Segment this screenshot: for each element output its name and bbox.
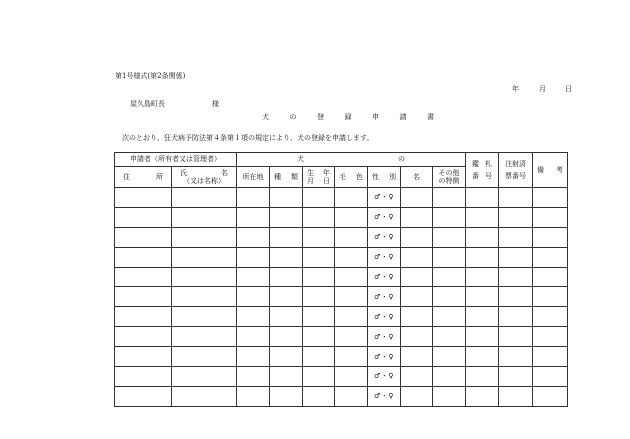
breed-char: 類	[291, 172, 298, 181]
dog-name-cell[interactable]	[401, 327, 433, 347]
coat-color-cell[interactable]	[335, 347, 368, 367]
color-char: 色	[356, 172, 363, 181]
location-cell[interactable]	[237, 188, 270, 208]
injection-number-cell[interactable]	[499, 327, 533, 347]
form-number: 第1号様式(第2条関係)	[115, 72, 186, 80]
registration-table	[114, 152, 568, 407]
color-char: 毛	[339, 172, 346, 181]
table-row	[115, 386, 568, 406]
name-cell[interactable]	[172, 207, 237, 227]
location-cell[interactable]	[237, 267, 270, 287]
dog-name-cell[interactable]	[401, 307, 433, 327]
document-title	[262, 114, 434, 121]
injection-number-cell[interactable]	[499, 367, 533, 387]
features-cell[interactable]	[433, 188, 466, 208]
birthdate-cell[interactable]	[303, 307, 335, 327]
location-cell[interactable]	[237, 367, 270, 387]
breed-cell[interactable]	[270, 287, 303, 307]
address-cell[interactable]	[115, 307, 172, 327]
table-row	[115, 307, 568, 327]
birthdate-cell[interactable]	[303, 227, 335, 247]
name-cell[interactable]	[172, 287, 237, 307]
remarks-cell[interactable]	[533, 188, 568, 208]
name-cell[interactable]	[172, 307, 237, 327]
name-cell[interactable]	[172, 188, 237, 208]
address-cell[interactable]	[115, 386, 172, 406]
injection-number-cell[interactable]	[499, 347, 533, 367]
remarks-cell[interactable]	[533, 367, 568, 387]
dog-name-cell[interactable]	[401, 347, 433, 367]
remarks-cell[interactable]	[533, 207, 568, 227]
address-cell[interactable]	[115, 347, 172, 367]
sex-char: 別	[389, 172, 396, 181]
features-cell[interactable]	[433, 227, 466, 247]
coat-color-cell[interactable]	[335, 247, 368, 267]
coat-color-cell[interactable]	[335, 207, 368, 227]
features-cell[interactable]	[433, 307, 466, 327]
injection-number-header	[499, 153, 533, 188]
location-cell[interactable]	[237, 207, 270, 227]
injection-number-cell[interactable]	[499, 227, 533, 247]
coat-color-cell[interactable]	[335, 227, 368, 247]
location-header: 所在地	[237, 167, 270, 188]
remarks-cell[interactable]	[533, 307, 568, 327]
tag-char: 札	[485, 159, 493, 168]
injection-number-cell[interactable]	[499, 386, 533, 406]
remarks-cell[interactable]	[533, 267, 568, 287]
dog-name-cell[interactable]	[401, 287, 433, 307]
date-day-label: 日	[565, 85, 572, 93]
dog-header-char: の	[398, 155, 406, 164]
coat-color-cell[interactable]	[335, 367, 368, 387]
injection-number-cell[interactable]	[499, 247, 533, 267]
dog-header	[237, 153, 466, 167]
breed-cell[interactable]	[270, 307, 303, 327]
birth-char: 日	[323, 177, 330, 185]
injection-line2: 票番号	[505, 172, 527, 180]
sex-mark: ♂・♀	[374, 372, 394, 381]
remarks-cell[interactable]	[533, 247, 568, 267]
dog-name-cell[interactable]	[401, 386, 433, 406]
birthdate-cell[interactable]	[303, 207, 335, 227]
features-cell[interactable]	[433, 207, 466, 227]
sex-cell	[368, 307, 401, 327]
dog-name-cell[interactable]	[401, 207, 433, 227]
sex-mark: ♂・♀	[374, 272, 394, 281]
remarks-char: 考	[556, 165, 564, 174]
address-cell[interactable]	[115, 207, 172, 227]
dog-header-char: 犬	[297, 155, 304, 164]
name-cell[interactable]	[172, 327, 237, 347]
breed-header	[270, 167, 303, 188]
tag-number-cell[interactable]	[466, 207, 499, 227]
address-cell[interactable]	[115, 227, 172, 247]
title-char: 録	[344, 113, 352, 121]
dog-name-cell[interactable]	[401, 227, 433, 247]
breed-cell[interactable]	[270, 227, 303, 247]
birthdate-header	[303, 167, 335, 188]
date-month-label: 月	[539, 85, 546, 93]
table-row	[115, 247, 568, 267]
address-header	[115, 167, 172, 188]
birth-char: 年	[323, 168, 330, 177]
remarks-char: 備	[537, 165, 545, 174]
name-cell[interactable]	[172, 367, 237, 387]
tag-number-cell[interactable]	[466, 327, 499, 347]
breed-cell[interactable]	[270, 188, 303, 208]
tag-number-cell[interactable]	[466, 247, 499, 267]
sex-mark: ♂・♀	[374, 253, 394, 262]
sex-cell	[368, 287, 401, 307]
address-char: 住	[123, 172, 130, 181]
sex-mark: ♂・♀	[374, 392, 394, 401]
applicant-header: 申請者（所有者又は管理者）	[115, 153, 237, 167]
title-char: の	[289, 113, 297, 121]
remarks-cell[interactable]	[533, 386, 568, 406]
title-char: 登	[317, 113, 324, 121]
birthdate-cell[interactable]	[303, 367, 335, 387]
sex-cell	[368, 347, 401, 367]
address-cell[interactable]	[115, 287, 172, 307]
location-cell[interactable]	[237, 307, 270, 327]
birthdate-cell[interactable]	[303, 247, 335, 267]
birth-char: 月	[307, 177, 314, 185]
sex-cell	[368, 227, 401, 247]
address-cell[interactable]	[115, 327, 172, 347]
name-cell[interactable]	[172, 247, 237, 267]
name-cell[interactable]	[172, 386, 237, 406]
features-cell[interactable]	[433, 247, 466, 267]
address-char: 所	[156, 172, 163, 181]
coat-color-cell[interactable]	[335, 188, 368, 208]
coat-color-cell[interactable]	[335, 307, 368, 327]
sex-mark: ♂・♀	[374, 233, 394, 242]
breed-cell[interactable]	[270, 207, 303, 227]
addressee-name: 屋久島町長	[130, 100, 165, 108]
sex-mark: ♂・♀	[374, 332, 394, 341]
coat-color-cell[interactable]	[335, 386, 368, 406]
sex-mark: ♂・♀	[374, 193, 394, 202]
name-header	[172, 167, 237, 188]
address-cell[interactable]	[115, 267, 172, 287]
features-header	[433, 167, 466, 188]
injection-number-cell[interactable]	[499, 267, 533, 287]
date-year-label: 年	[512, 85, 519, 93]
tag-char: 号	[485, 172, 493, 180]
addressee-honorific: 様	[212, 100, 219, 108]
coat-color-header	[335, 167, 368, 188]
features-cell[interactable]	[433, 287, 466, 307]
table-row	[115, 347, 568, 367]
injection-number-cell[interactable]	[499, 287, 533, 307]
tag-number-cell[interactable]	[466, 267, 499, 287]
coat-color-cell[interactable]	[335, 327, 368, 347]
sex-cell	[368, 188, 401, 208]
table-row	[115, 207, 568, 227]
dog-name-cell[interactable]	[401, 247, 433, 267]
tag-number-cell[interactable]	[466, 287, 499, 307]
injection-number-cell[interactable]	[499, 188, 533, 208]
breed-cell[interactable]	[270, 267, 303, 287]
table-row	[115, 267, 568, 287]
tag-number-header	[466, 153, 499, 188]
birth-char: 生	[307, 168, 314, 177]
sex-mark: ♂・♀	[374, 213, 394, 222]
features-cell[interactable]	[433, 267, 466, 287]
name-cell[interactable]	[172, 267, 237, 287]
dog-name-cell[interactable]	[401, 367, 433, 387]
birthdate-cell[interactable]	[303, 188, 335, 208]
remarks-cell[interactable]	[533, 327, 568, 347]
dog-name-cell[interactable]	[401, 267, 433, 287]
features-cell[interactable]	[433, 347, 466, 367]
features-cell[interactable]	[433, 327, 466, 347]
table-row	[115, 367, 568, 387]
location-cell[interactable]	[237, 247, 270, 267]
injection-number-cell[interactable]	[499, 307, 533, 327]
title-char: 請	[399, 113, 407, 121]
sex-char: 性	[372, 172, 379, 181]
title-char: 書	[427, 113, 434, 121]
features-cell[interactable]	[433, 386, 466, 406]
tag-number-cell[interactable]	[466, 386, 499, 406]
sex-cell	[368, 386, 401, 406]
name-cell[interactable]	[172, 227, 237, 247]
title-char: 犬	[262, 113, 269, 121]
name-char: 名	[221, 168, 228, 177]
sex-cell	[368, 247, 401, 267]
tag-number-cell[interactable]	[466, 227, 499, 247]
features-line2: の特徴	[438, 177, 460, 185]
location-cell[interactable]	[237, 347, 270, 367]
table-row	[115, 188, 568, 208]
coat-color-cell[interactable]	[335, 267, 368, 287]
remarks-header	[533, 153, 568, 188]
location-cell[interactable]	[237, 227, 270, 247]
intro-text: 次のとおり、狂犬病予防法第４条第１項の規定により、犬の登録を申請します。	[122, 134, 374, 142]
remarks-cell[interactable]	[533, 227, 568, 247]
address-cell[interactable]	[115, 247, 172, 267]
coat-color-cell[interactable]	[335, 287, 368, 307]
tag-number-cell[interactable]	[466, 367, 499, 387]
birthdate-cell[interactable]	[303, 267, 335, 287]
location-cell[interactable]	[237, 327, 270, 347]
breed-cell[interactable]	[270, 247, 303, 267]
address-cell[interactable]	[115, 367, 172, 387]
breed-char: 種	[274, 172, 281, 181]
injection-line1: 注射済	[505, 159, 527, 168]
tag-number-cell[interactable]	[466, 307, 499, 327]
table-row	[115, 287, 568, 307]
name-subtitle: （又は名称）	[183, 177, 225, 185]
features-cell[interactable]	[433, 367, 466, 387]
remarks-cell[interactable]	[533, 347, 568, 367]
sex-cell	[368, 327, 401, 347]
breed-cell[interactable]	[270, 327, 303, 347]
injection-number-cell[interactable]	[499, 207, 533, 227]
location-cell[interactable]	[237, 287, 270, 307]
tag-number-cell[interactable]	[466, 347, 499, 367]
dog-name-header: 名	[401, 167, 433, 188]
sex-cell	[368, 207, 401, 227]
sex-cell	[368, 267, 401, 287]
sex-mark: ♂・♀	[374, 312, 394, 321]
birthdate-cell[interactable]	[303, 386, 335, 406]
sex-header	[368, 167, 401, 188]
breed-cell[interactable]	[270, 347, 303, 367]
remarks-cell[interactable]	[533, 287, 568, 307]
tag-char: 鑑	[472, 159, 480, 168]
birthdate-cell[interactable]	[303, 287, 335, 307]
name-char: 氏	[180, 168, 187, 177]
birthdate-cell[interactable]	[303, 327, 335, 347]
sex-mark: ♂・♀	[374, 292, 394, 301]
sex-cell	[368, 367, 401, 387]
tag-char: 番	[472, 172, 480, 180]
tag-number-cell[interactable]	[466, 188, 499, 208]
title-char: 申	[372, 113, 379, 121]
dog-name-cell[interactable]	[401, 188, 433, 208]
breed-cell[interactable]	[270, 386, 303, 406]
table-row	[115, 327, 568, 347]
breed-cell[interactable]	[270, 367, 303, 387]
table-row	[115, 227, 568, 247]
address-cell[interactable]	[115, 188, 172, 208]
sex-mark: ♂・♀	[374, 352, 394, 361]
features-line1: その他	[438, 168, 460, 177]
birthdate-cell[interactable]	[303, 347, 335, 367]
location-cell[interactable]	[237, 386, 270, 406]
name-cell[interactable]	[172, 347, 237, 367]
header-row-1	[115, 153, 568, 167]
